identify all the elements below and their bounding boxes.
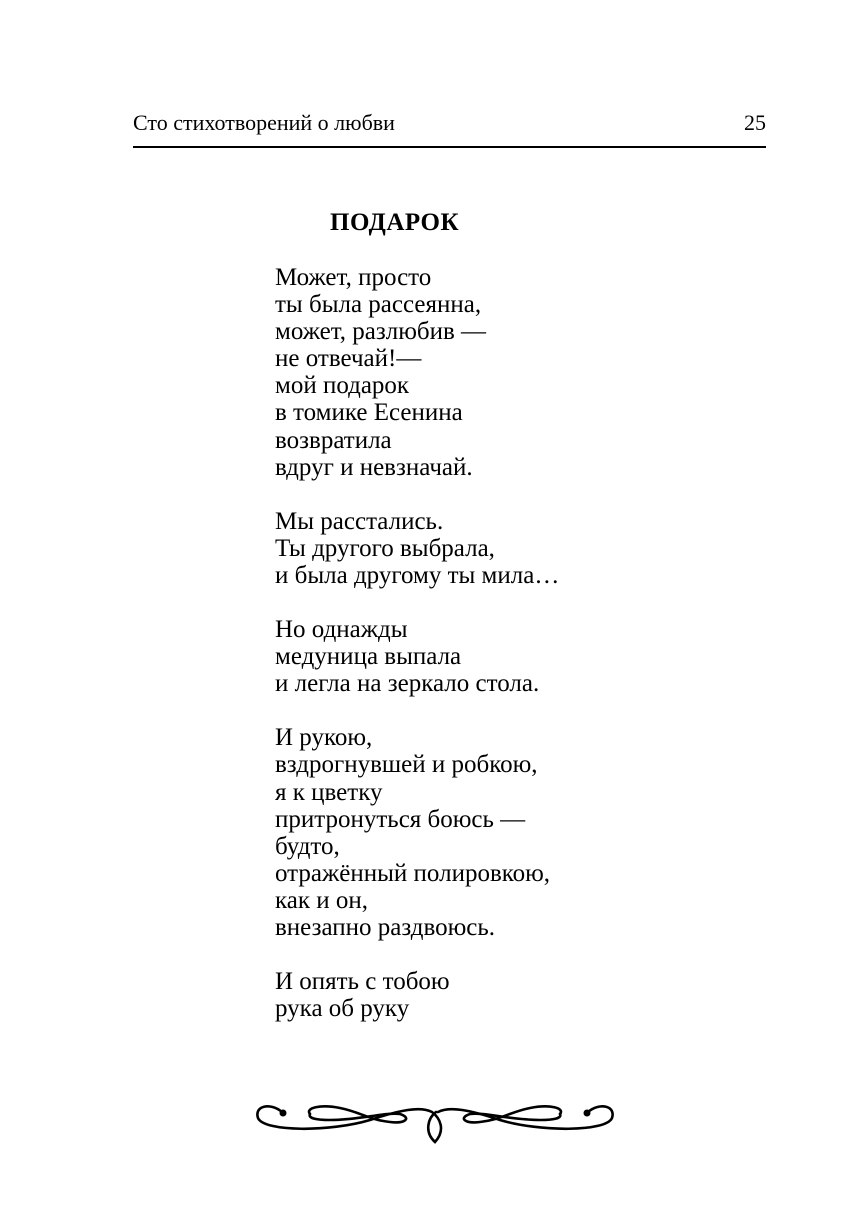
poem-line: возвратила bbox=[275, 426, 392, 454]
poem-line: не отвечай!— bbox=[275, 345, 422, 373]
stanza bbox=[275, 968, 559, 1022]
ornament-divider bbox=[250, 1090, 620, 1150]
poem-line: будто, bbox=[275, 832, 340, 860]
poem-line: ты была рассеянна, bbox=[275, 291, 482, 319]
poem-line: я к цветку bbox=[275, 778, 383, 806]
running-header bbox=[133, 110, 766, 140]
stanza bbox=[275, 508, 559, 589]
poem-title: ПОДАРОК bbox=[330, 209, 460, 236]
poem-line: Но однажды bbox=[275, 616, 408, 644]
stanza bbox=[275, 616, 559, 697]
stanza bbox=[275, 264, 559, 481]
poem-body bbox=[275, 264, 559, 1049]
poem-line: внезапно раздвоюсь. bbox=[275, 913, 496, 941]
poem-line: Ты другого выбрала, bbox=[275, 534, 495, 562]
book-title: Сто стихотворений о любви bbox=[133, 110, 395, 135]
poem-line: мой подарок bbox=[275, 372, 410, 400]
poem-line: и была другому ты мила… bbox=[275, 561, 560, 589]
poem-line: И рукою, bbox=[275, 724, 373, 752]
page-number: 25 bbox=[744, 110, 766, 135]
poem-line: как и он, bbox=[275, 886, 369, 914]
poem-line: в томике Есенина bbox=[275, 399, 463, 427]
poem-line: Может, просто bbox=[275, 264, 432, 291]
header-rule bbox=[133, 146, 766, 148]
poem-line: отражённый полировкою, bbox=[275, 859, 551, 887]
poem-line: И опять с тобою bbox=[275, 968, 450, 996]
poem-line: может, разлюбив — bbox=[275, 318, 487, 346]
poem-line: притронуться боюсь — bbox=[275, 805, 526, 833]
poem-line: рука об руку bbox=[275, 995, 410, 1023]
poem-line: вдруг и невзначай. bbox=[275, 453, 473, 481]
poem-line: вздрогнувшей и робкою, bbox=[275, 751, 538, 779]
stanza bbox=[275, 724, 559, 941]
poem-line: Мы расстались. bbox=[275, 507, 444, 535]
poem-line: и легла на зеркало стола. bbox=[275, 670, 540, 698]
poem-line: медуница выпала bbox=[275, 643, 462, 671]
